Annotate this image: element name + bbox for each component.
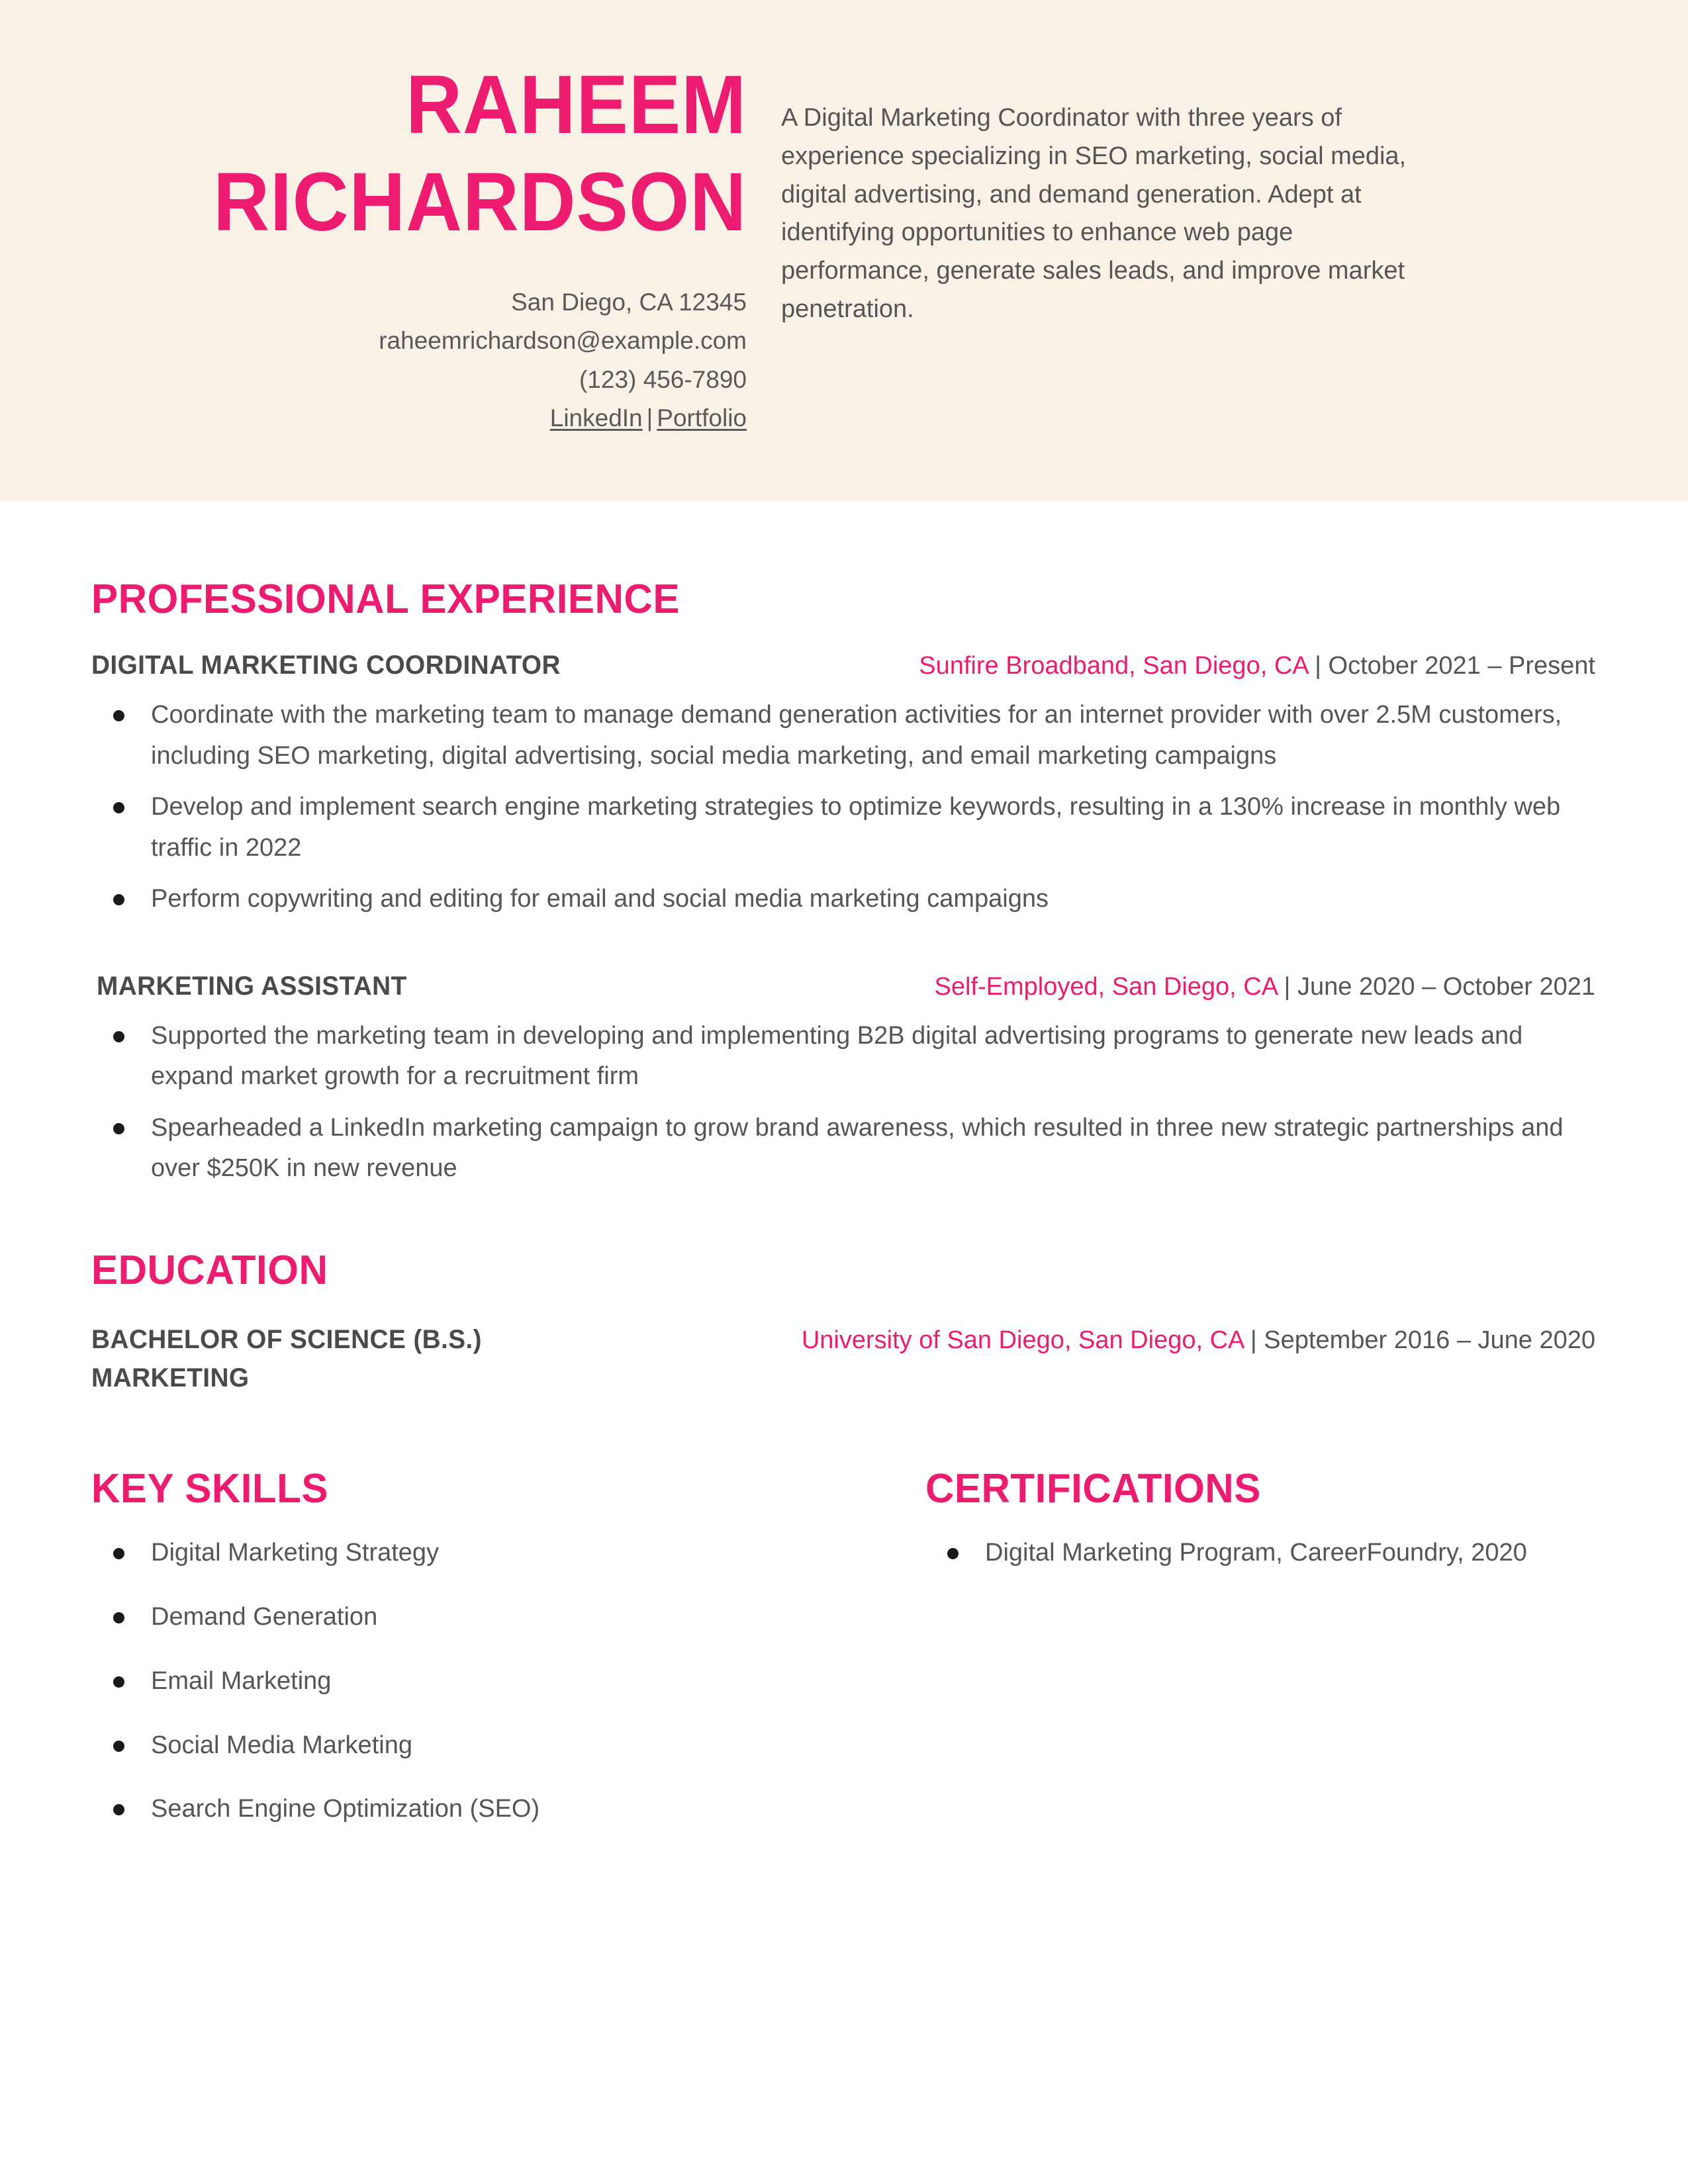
job-company-1: Self-Employed, San Diego, CA	[934, 972, 1277, 1001]
resume-body	[0, 576, 1688, 1854]
job-header-1	[91, 972, 1595, 1001]
job-header-0	[91, 651, 1595, 680]
professional-summary: A Digital Marketing Coordinator with three years of experience specializing in SEO marketing, social media, digital advertising, and demand generation. Adept at identifying opportunities to enhance web page performance, generate sales leads, and improve market penetration.	[781, 104, 1407, 323]
header-summary-block	[781, 0, 1688, 354]
education-school: University of San Diego, San Diego, CA	[801, 1326, 1244, 1354]
portfolio-link[interactable]: Portfolio	[657, 404, 747, 432]
job-dates-1: June 2020 – October 2021	[1297, 972, 1595, 1001]
linkedin-link[interactable]: LinkedIn	[549, 404, 643, 432]
education-separator: |	[1250, 1326, 1257, 1354]
education-degree	[91, 1320, 482, 1397]
header-identity-block	[0, 0, 781, 438]
resume-header	[0, 0, 1688, 501]
key-skills-list	[91, 1533, 925, 1829]
job-separator-1: |	[1284, 972, 1291, 1001]
last-name: RICHARDSON	[213, 156, 747, 248]
section-title-education: EDUCATION	[91, 1247, 328, 1293]
list-item: Demand Generation	[91, 1598, 925, 1637]
key-skills-column	[91, 1465, 925, 1854]
section-title-professional-experience: PROFESSIONAL EXPERIENCE	[91, 576, 680, 622]
section-title-certifications: CERTIFICATIONS	[925, 1465, 1261, 1512]
list-item: Digital Marketing Program, CareerFoundry, 2020	[925, 1533, 1595, 1572]
job-separator-0: |	[1315, 652, 1321, 680]
contact-phone[interactable]: (123) 456-7890	[579, 365, 747, 393]
job-bullets-0	[91, 695, 1595, 920]
certifications-list	[925, 1533, 1595, 1572]
list-item: Social Media Marketing	[91, 1726, 925, 1765]
list-item: Perform copywriting and editing for email and social media marketing campaigns	[91, 879, 1595, 920]
job-bullets-1	[91, 1016, 1595, 1189]
education-degree-line1: BACHELOR OF SCIENCE (B.S.)	[91, 1324, 482, 1354]
certifications-column	[925, 1465, 1595, 1854]
list-item: Search Engine Optimization (SEO)	[91, 1790, 925, 1829]
education-row	[91, 1320, 1595, 1397]
education-degree-line2: MARKETING	[91, 1363, 250, 1392]
link-separator: |	[646, 404, 653, 432]
job-meta-1	[934, 973, 1595, 1001]
job-title-1: MARKETING ASSISTANT	[97, 971, 407, 1001]
contact-block	[0, 283, 747, 438]
list-item: Coordinate with the marketing team to manage demand generation activities for an internet provider with over 2.5M customers, including SEO marketing, digital advertising, social media marketing, and email marketing campaigns	[91, 695, 1595, 776]
list-item: Supported the marketing team in developing and implementing B2B digital advertising programs to generate new leads and expand market growth for a recruitment firm	[91, 1016, 1595, 1097]
skills-certifications-row	[91, 1465, 1595, 1854]
list-item: Develop and implement search engine marketing strategies to optimize keywords, resulting in a 130% increase in monthly web traffic in 2022	[91, 787, 1595, 868]
section-title-key-skills: KEY SKILLS	[91, 1465, 328, 1512]
list-item: Email Marketing	[91, 1662, 925, 1701]
education-meta	[802, 1326, 1595, 1355]
job-company-0: Sunfire Broadband, San Diego, CA	[919, 652, 1308, 680]
list-item: Spearheaded a LinkedIn marketing campaign to grow brand awareness, which resulted in three new strategic partnerships and over $250K in new revenue	[91, 1108, 1595, 1189]
contact-location: San Diego, CA 12345	[511, 289, 747, 316]
job-dates-0: October 2021 – Present	[1328, 652, 1595, 680]
job-title-0: DIGITAL MARKETING COORDINATOR	[91, 651, 561, 680]
job-meta-0	[919, 652, 1595, 680]
list-item: Digital Marketing Strategy	[91, 1533, 925, 1572]
first-name: RAHEEM	[406, 59, 747, 151]
contact-links	[0, 399, 747, 437]
education-dates: September 2016 – June 2020	[1264, 1326, 1595, 1354]
contact-email[interactable]: raheemrichardson@example.com	[379, 327, 747, 355]
